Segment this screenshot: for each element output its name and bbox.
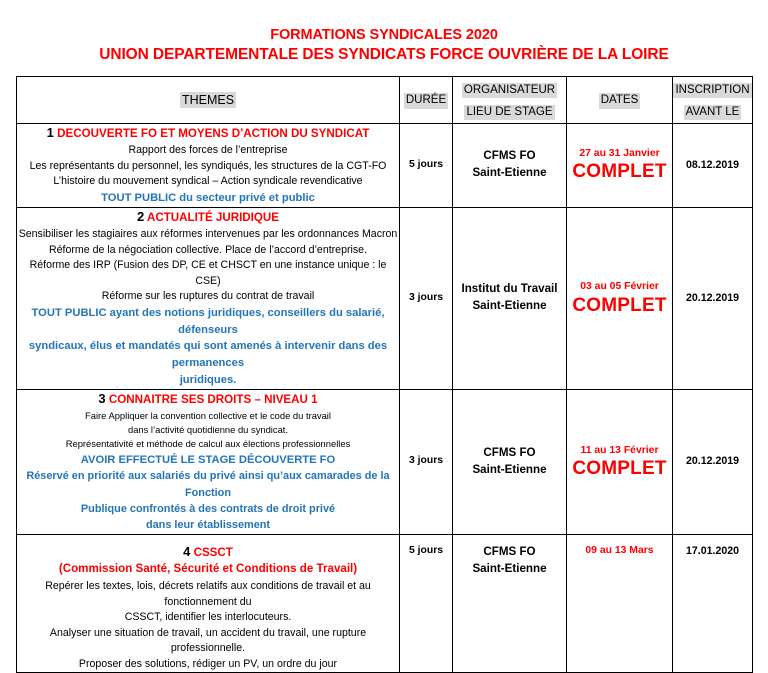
course-registration-deadline-cell: 17.01.2020 (673, 534, 753, 673)
course-detail-line: Analyser une situation de travail, un accident du travail, une rupture professionnelle. (49, 626, 367, 655)
course-audience-line: juridiques. (179, 373, 237, 386)
course-themes-cell (17, 534, 400, 673)
course-audience-line: syndicaux, élus et mandatés qui sont amenés à intervenir dans des permanences (28, 340, 388, 370)
column-header-dates (567, 76, 673, 123)
course-duration-cell: 3 jours (400, 207, 453, 389)
column-header-themes (17, 76, 400, 123)
course-title-line (17, 124, 399, 142)
course-audience-line: TOUT PUBLIC ayant des notions juridiques, conseillers du salarié, défenseurs (31, 306, 385, 336)
course-detail-line: Représentativité et méthode de calcul aux élections professionnelles (65, 438, 351, 450)
column-header-dates-label: DATES (599, 93, 641, 108)
course-title: CSSCT (193, 545, 233, 559)
organizer-name: CFMS FO (483, 544, 536, 558)
course-detail-line: Réforme des IRP (Fusion des DP, CE et CHSCT en une instance unique : le CSE) (29, 259, 387, 287)
course-title-line (17, 208, 399, 226)
page-title (0, 0, 768, 66)
course-prerequisite-line: AVOIR EFFECTUÉ LE STAGE DÉCOUVERTE FO (80, 453, 336, 466)
course-audience-line: dans leur établissement (145, 519, 271, 532)
course-organizer-cell (453, 123, 567, 207)
table-row (17, 207, 753, 389)
column-header-lieu-de-stage-label: LIEU DE STAGE (464, 105, 554, 120)
organizer-name: Institut du Travail (461, 282, 558, 296)
course-themes-cell (17, 207, 400, 389)
course-duration-cell: 5 jours (400, 123, 453, 207)
column-header-organisateur-label: ORGANISATEUR (462, 83, 557, 98)
course-status-badge: COMPLET (572, 458, 667, 480)
course-organizer-cell (453, 389, 567, 534)
organizer-location: Saint-Etienne (472, 561, 547, 575)
column-header-themes-label: THEMES (181, 92, 235, 107)
course-title: ACTUALITÉ JURIDIQUE (146, 210, 280, 224)
column-header-inscription-label: INSCRIPTION (673, 83, 751, 98)
course-title-line (17, 543, 399, 578)
course-dates-cell (567, 534, 673, 673)
course-audience-line: Réservé en priorité aux salariés du privé ainsi qu’aux camarades de la Fonction (26, 470, 390, 499)
course-detail-line: Repérer les textes, lois, décrets relatifs aux conditions de travail et au fonctionnement du (45, 580, 371, 608)
organizer-location: Saint-Etienne (472, 166, 547, 180)
course-duration-cell: 3 jours (400, 389, 453, 534)
course-detail-line: dans l’activité quotidienne du syndicat. (128, 424, 288, 436)
course-detail-line: Sensibiliser les stagiaires aux réformes intervenues par les ordonnances Macron (18, 227, 398, 240)
course-status-badge: COMPLET (572, 294, 667, 316)
column-header-inscription (673, 76, 753, 123)
course-themes-cell (17, 389, 400, 534)
organizer-name: CFMS FO (483, 149, 536, 163)
course-detail-line: Rapport des forces de l’entreprise (128, 144, 288, 157)
training-schedule-table (16, 76, 753, 673)
course-organizer-cell (453, 534, 567, 673)
organizer-location: Saint-Etienne (472, 299, 547, 313)
course-number: 1 (46, 124, 54, 140)
title-line-1: FORMATIONS SYNDICALES 2020 (270, 27, 498, 43)
course-detail-line: CSSCT, identifier les interlocuteurs. (124, 611, 292, 624)
table-row (17, 389, 753, 534)
course-dates-cell (567, 389, 673, 534)
course-registration-deadline-cell: 08.12.2019 (673, 123, 753, 207)
column-header-duree-label: DURÉE (404, 93, 448, 108)
course-audience-line: TOUT PUBLIC du secteur privé et public (101, 191, 315, 204)
course-themes-cell (17, 123, 400, 207)
course-title: DECOUVERTE FO ET MOYENS D’ACTION DU SYNDICAT (57, 126, 370, 140)
course-registration-deadline-cell: 20.12.2019 (673, 207, 753, 389)
table-header-row (17, 76, 753, 123)
column-header-avant-le-label: AVANT LE (684, 105, 742, 120)
course-date-range: 03 au 05 Février (580, 280, 659, 292)
organizer-location: Saint-Etienne (472, 462, 547, 476)
course-date-range: 09 au 13 Mars (585, 544, 654, 556)
column-header-duree (400, 76, 453, 123)
course-number: 3 (98, 390, 106, 406)
course-detail-line: Les représentants du personnel, les syndiqués, les structures de la CGT-FO (29, 159, 387, 172)
course-date-range: 11 au 13 Février (580, 444, 659, 456)
course-detail-line: Réforme sur les ruptures du contrat de travail (101, 290, 315, 303)
course-dates-cell (567, 207, 673, 389)
table-row (17, 534, 753, 673)
title-line-2: UNION DEPARTEMENTALE DES SYNDICATS FORCE OUVRIÈRE DE LA LOIRE (99, 46, 669, 64)
course-organizer-cell (453, 207, 567, 389)
course-dates-cell (567, 123, 673, 207)
course-number: 2 (136, 208, 145, 224)
course-duration-cell: 5 jours (400, 534, 453, 673)
course-detail-line: Faire Appliquer la convention collective et le code du travail (85, 410, 331, 422)
course-number: 4 (183, 543, 191, 559)
course-title: CONNAITRE SES DROITS – NIVEAU 1 (108, 392, 318, 406)
organizer-name: CFMS FO (483, 445, 536, 459)
course-date-range: 27 au 31 Janvier (579, 147, 660, 159)
column-header-organisateur (453, 76, 567, 123)
schedule-table-wrapper (16, 76, 752, 673)
course-title-line (17, 390, 399, 408)
course-status-badge: COMPLET (572, 161, 667, 183)
course-detail-line: Réforme de la négociation collective. Place de l’accord d’entreprise. (49, 243, 367, 256)
table-row (17, 123, 753, 207)
course-audience-line: Publique confrontés à des contrats de droit privé (80, 503, 336, 516)
course-subtitle: (Commission Santé, Sécurité et Conditions de Travail) (58, 562, 358, 576)
course-registration-deadline-cell: 20.12.2019 (673, 389, 753, 534)
course-detail-line: Proposer des solutions, rédiger un PV, un ordre du jour (78, 657, 338, 670)
course-detail-line: L’histoire du mouvement syndical – Action syndicale revendicative (53, 175, 363, 188)
